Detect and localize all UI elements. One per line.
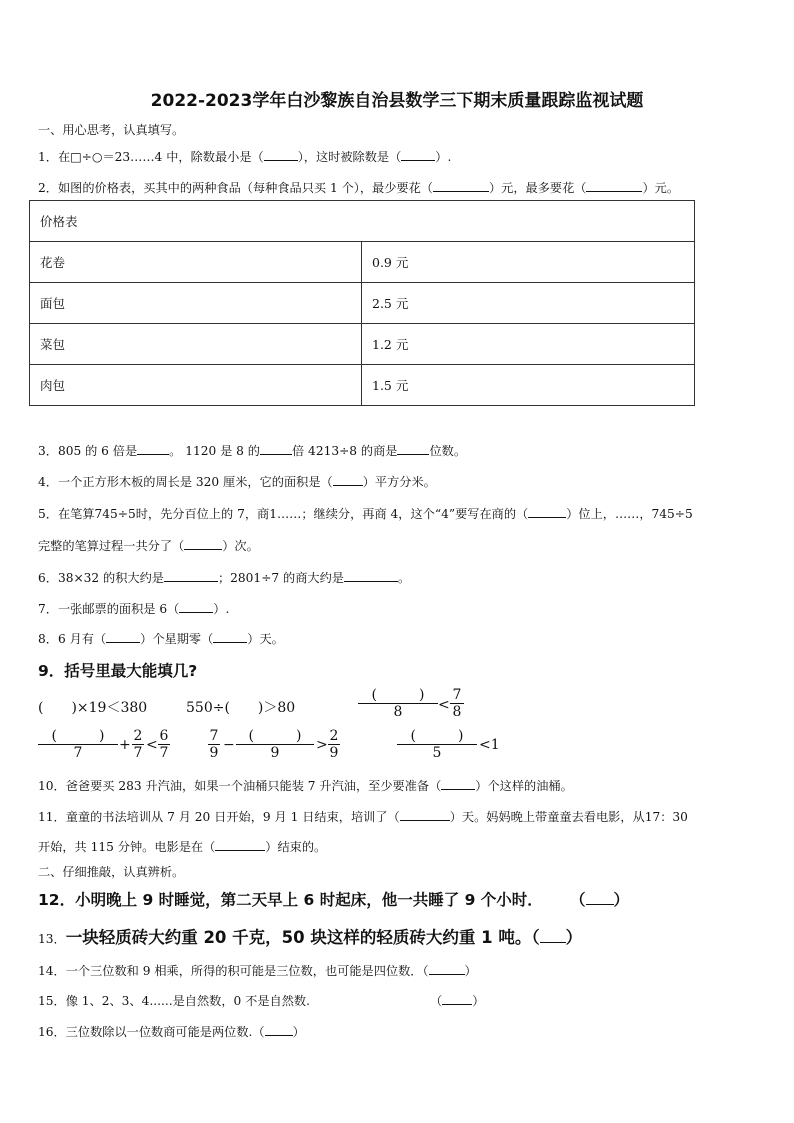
item-price: 2.5 元	[362, 283, 695, 324]
fraction-denominator: 8	[450, 703, 464, 720]
fraction-denominator: 7	[159, 745, 169, 761]
item-name: 面包	[30, 283, 362, 324]
q9-frac-4	[397, 728, 477, 761]
item-price: 1.2 元	[362, 324, 695, 365]
item-name: 菜包	[30, 324, 362, 365]
question-6: 6．38×32 的积大约是 ；2801÷7 的商大约是 。	[38, 571, 411, 585]
table-row	[30, 242, 695, 283]
question-16: 16．三位数除以一位数商可能是两位数.（ ）	[38, 1025, 305, 1039]
fraction-numerator: ( )	[410, 728, 464, 744]
fraction-denominator: 9	[329, 745, 339, 761]
operator-sign: +	[119, 737, 131, 753]
question-13: 13．一块轻质砖大约重 20 千克，50 块这样的轻质砖大约重 1 吨。（ ）	[38, 928, 583, 947]
question-11-line-2: 开始，共 115 分钟。电影是在（ ）结束的。	[38, 840, 327, 854]
fraction-denominator: 9	[209, 745, 219, 761]
question-4: 4．一个正方形木板的周长是 320 厘米，它的面积是（ ）平方分米。	[38, 475, 436, 489]
fraction-numerator: ( )	[371, 687, 425, 703]
relation-sign: >	[316, 737, 328, 753]
question-10: 10．爸爸要买 283 升汽油，如果一个油桶只能装 7 升汽油，至少要准备（ ）个这样的油桶。	[38, 779, 573, 793]
table-header: 价格表	[30, 201, 695, 242]
question-14: 14．一个三位数和 9 相乘，所得的积可能是三位数，也可能是四位数．（ ）	[38, 964, 477, 978]
page-title: 2022-2023学年白沙黎族自治县数学三下期末质量跟踪监视试题	[150, 91, 644, 111]
relation-sign: <1	[479, 737, 500, 753]
question-5-line-1: 5．在笔算745÷5时，先分百位上的 7，商1……；继续分，再商 4，这个“4”要写在商的（ ）位上，……，745÷5	[38, 507, 693, 521]
fraction-numerator: 7	[452, 687, 462, 703]
q9-frac-3-left	[208, 728, 220, 761]
fraction-numerator: ( )	[51, 728, 105, 744]
question-12: 12．小明晚上 9 时睡觉，第二天早上 6 时起床，他一共睡了 9 个小时．	[38, 891, 543, 909]
fraction-numerator: ( )	[248, 728, 302, 744]
question-15-answer: （ ）	[430, 994, 485, 1008]
question-3: 3．805 的 6 倍是 。 1120 是 8 的 倍 4213÷8 的商是 位数。	[38, 444, 467, 458]
q9-frac-1-left	[358, 687, 438, 720]
fraction-numerator: 2	[329, 728, 339, 744]
price-table	[29, 200, 695, 406]
question-5-line-2: 完整的笔算过程一共分了（ ）次。	[38, 539, 259, 553]
fraction-numerator: 6	[159, 728, 169, 744]
question-8: 8．6 月有（ ）个星期零（ ）天。	[38, 632, 284, 646]
fraction-denominator: 8	[358, 703, 438, 720]
fraction-denominator: 7	[133, 745, 143, 761]
fraction-denominator: 9	[236, 744, 314, 761]
q9-frac-2-mid	[132, 728, 144, 761]
question-11-line-1: 11．童童的书法培训从 7 月 20 日开始，9 月 1 日结束，培训了（ ）天。妈妈晚上带童童去看电影，从17：30	[38, 810, 688, 824]
section-2-heading: 二、仔细推敲，认真辨析。	[38, 865, 185, 879]
question-12-answer: （ ）	[570, 891, 630, 909]
relation-sign: <	[438, 697, 450, 713]
table-row	[30, 324, 695, 365]
relation-sign: <	[146, 737, 158, 753]
q9-expr-2: 550÷( )＞80	[186, 700, 296, 716]
fraction-numerator: 2	[133, 728, 143, 744]
q9-frac-1-right	[450, 687, 464, 720]
table-row	[30, 283, 695, 324]
q9-frac-2-left	[38, 728, 118, 761]
table-row	[30, 365, 695, 406]
item-name: 肉包	[30, 365, 362, 406]
q9-frac-3-mid	[236, 728, 314, 761]
operator-sign: −	[223, 737, 235, 753]
question-2: 2．如图的价格表，买其中的两种食品（每种食品只买 1 个），最少要花（ ）元，最多要花（ ）元。	[38, 181, 680, 195]
question-7: 7．一张邮票的面积是 6（ ）.	[38, 602, 230, 616]
fraction-denominator: 7	[38, 744, 118, 761]
item-price: 1.5 元	[362, 365, 695, 406]
question-15: 15．像 1、2、3、4......是自然数，0 不是自然数.	[38, 994, 310, 1008]
section-1-heading: 一、用心思考，认真填写。	[38, 123, 185, 137]
table-row	[30, 201, 695, 242]
item-name: 花卷	[30, 242, 362, 283]
fraction-numerator: 7	[209, 728, 219, 744]
question-9-label: 9．括号里最大能填几?	[38, 662, 198, 680]
fraction-denominator: 5	[397, 744, 477, 761]
item-price: 0.9 元	[362, 242, 695, 283]
question-1: 1．在□÷○＝23……4 中，除数最小是（ ），这时被除数是（ ）.	[38, 150, 452, 164]
q9-expr-1: ( )×19＜380	[38, 700, 148, 716]
q9-frac-3-right	[328, 728, 340, 761]
q9-frac-2-right	[158, 728, 170, 761]
